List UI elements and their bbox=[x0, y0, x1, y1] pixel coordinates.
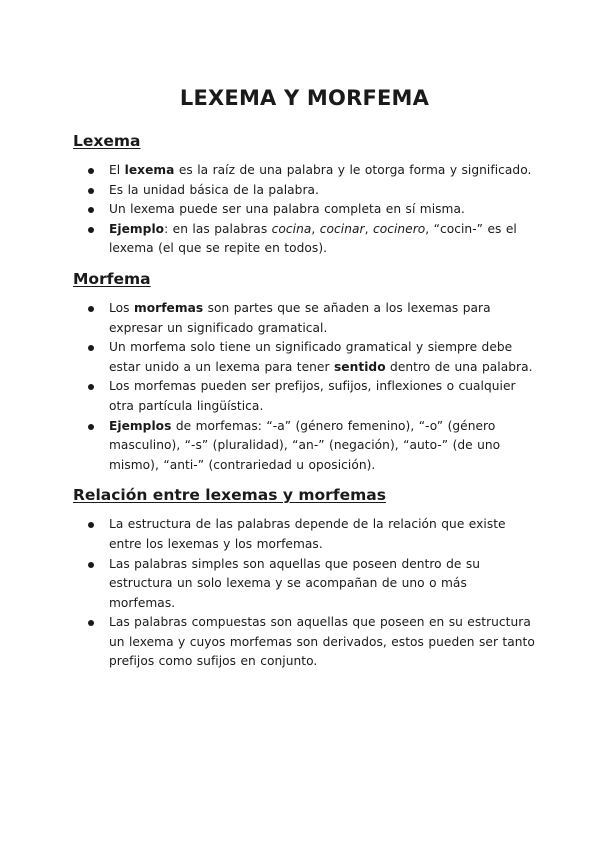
list-item bbox=[73, 417, 536, 476]
list-item bbox=[73, 613, 536, 672]
item-text: son partes que se añaden a los lexemas para expresar un significado gramatical. bbox=[109, 300, 491, 335]
bullet-dot-icon bbox=[88, 188, 94, 194]
item-text: Los morfemas pueden ser prefijos, sufijos, inflexiones o cualquier otra partícula lingüística. bbox=[109, 379, 516, 413]
item-text: Las palabras simples son aquellas que poseen dentro de su estructura un solo lexema y se acompañan de uno o más morfemas. bbox=[109, 556, 481, 610]
list-item bbox=[73, 220, 536, 259]
item-text: Un morfema solo tiene un significado gramatical y siempre debe estar unido a un lexema para tener bbox=[109, 340, 513, 374]
section-relacion bbox=[73, 486, 536, 672]
item-text: Los bbox=[109, 300, 134, 315]
item-text: La estructura de las palabras depende de la relación que existe entre los lexemas y los morfemas. bbox=[109, 517, 506, 551]
list-item bbox=[73, 338, 536, 377]
item-text: de morfemas: “-a” (género femenino), “-o” (género masculino), “-s” (pluralidad), “an-” (negación), “auto-” (de uno mismo), “anti-” (contrariedad u oposición). bbox=[109, 418, 501, 472]
italic-term: cocina bbox=[271, 221, 312, 236]
bullet-dot-icon bbox=[88, 620, 94, 626]
item-text: , bbox=[311, 221, 320, 236]
section-morfema bbox=[73, 270, 536, 475]
bullet-dot-icon bbox=[88, 306, 94, 312]
bullet-dot-icon bbox=[88, 227, 94, 233]
item-text: Un lexema puede ser una palabra completa en sí misma. bbox=[109, 202, 465, 217]
section-heading-relacion: Relación entre lexemas y morfemas bbox=[73, 486, 386, 505]
list-item bbox=[73, 555, 536, 614]
bullet-list-relacion bbox=[73, 515, 536, 672]
bold-term: sentido bbox=[333, 359, 386, 374]
bullet-list-lexema bbox=[73, 161, 536, 259]
bullet-dot-icon bbox=[88, 522, 94, 528]
bullet-dot-icon bbox=[88, 562, 94, 568]
list-item bbox=[73, 161, 536, 181]
bullet-dot-icon bbox=[88, 424, 94, 430]
bold-term: morfemas bbox=[133, 300, 204, 315]
bullet-dot-icon bbox=[88, 345, 94, 351]
list-item bbox=[73, 515, 536, 554]
bold-term: Ejemplo bbox=[109, 221, 165, 236]
bold-term: Ejemplos bbox=[109, 418, 172, 433]
bullet-dot-icon bbox=[88, 207, 94, 213]
list-item bbox=[73, 200, 536, 220]
section-heading-lexema: Lexema bbox=[73, 132, 141, 150]
bullet-list-morfema bbox=[73, 299, 536, 475]
item-text: Las palabras compuestas son aquellas que poseen en su estructura un lexema y cuyos morfemas son derivados, estos pueden ser tanto prefijos como sufijos en conjunto. bbox=[109, 615, 535, 669]
bold-term: lexema bbox=[124, 163, 175, 177]
italic-term: cocinero bbox=[372, 221, 426, 236]
page-title: LEXEMA Y MORFEMA bbox=[179, 86, 430, 110]
item-text: , bbox=[364, 221, 373, 236]
item-text: dentro de una palabra. bbox=[385, 359, 533, 374]
item-text: : en las palabras bbox=[164, 221, 272, 236]
section-heading-morfema: Morfema bbox=[73, 269, 151, 288]
section-lexema bbox=[73, 132, 536, 259]
list-item bbox=[73, 181, 536, 201]
bullet-dot-icon bbox=[88, 168, 94, 174]
item-text: es la raíz de una palabra y le otorga forma y significado. bbox=[174, 163, 532, 177]
item-text: El bbox=[109, 163, 125, 177]
list-item bbox=[73, 377, 536, 416]
item-text: Es la unidad básica de la palabra. bbox=[109, 182, 319, 197]
item-text: , “cocin-” es el lexema (el que se repite en todos). bbox=[109, 221, 517, 256]
italic-term: cocinar bbox=[319, 221, 365, 236]
bullet-dot-icon bbox=[88, 384, 94, 390]
list-item bbox=[73, 299, 536, 338]
